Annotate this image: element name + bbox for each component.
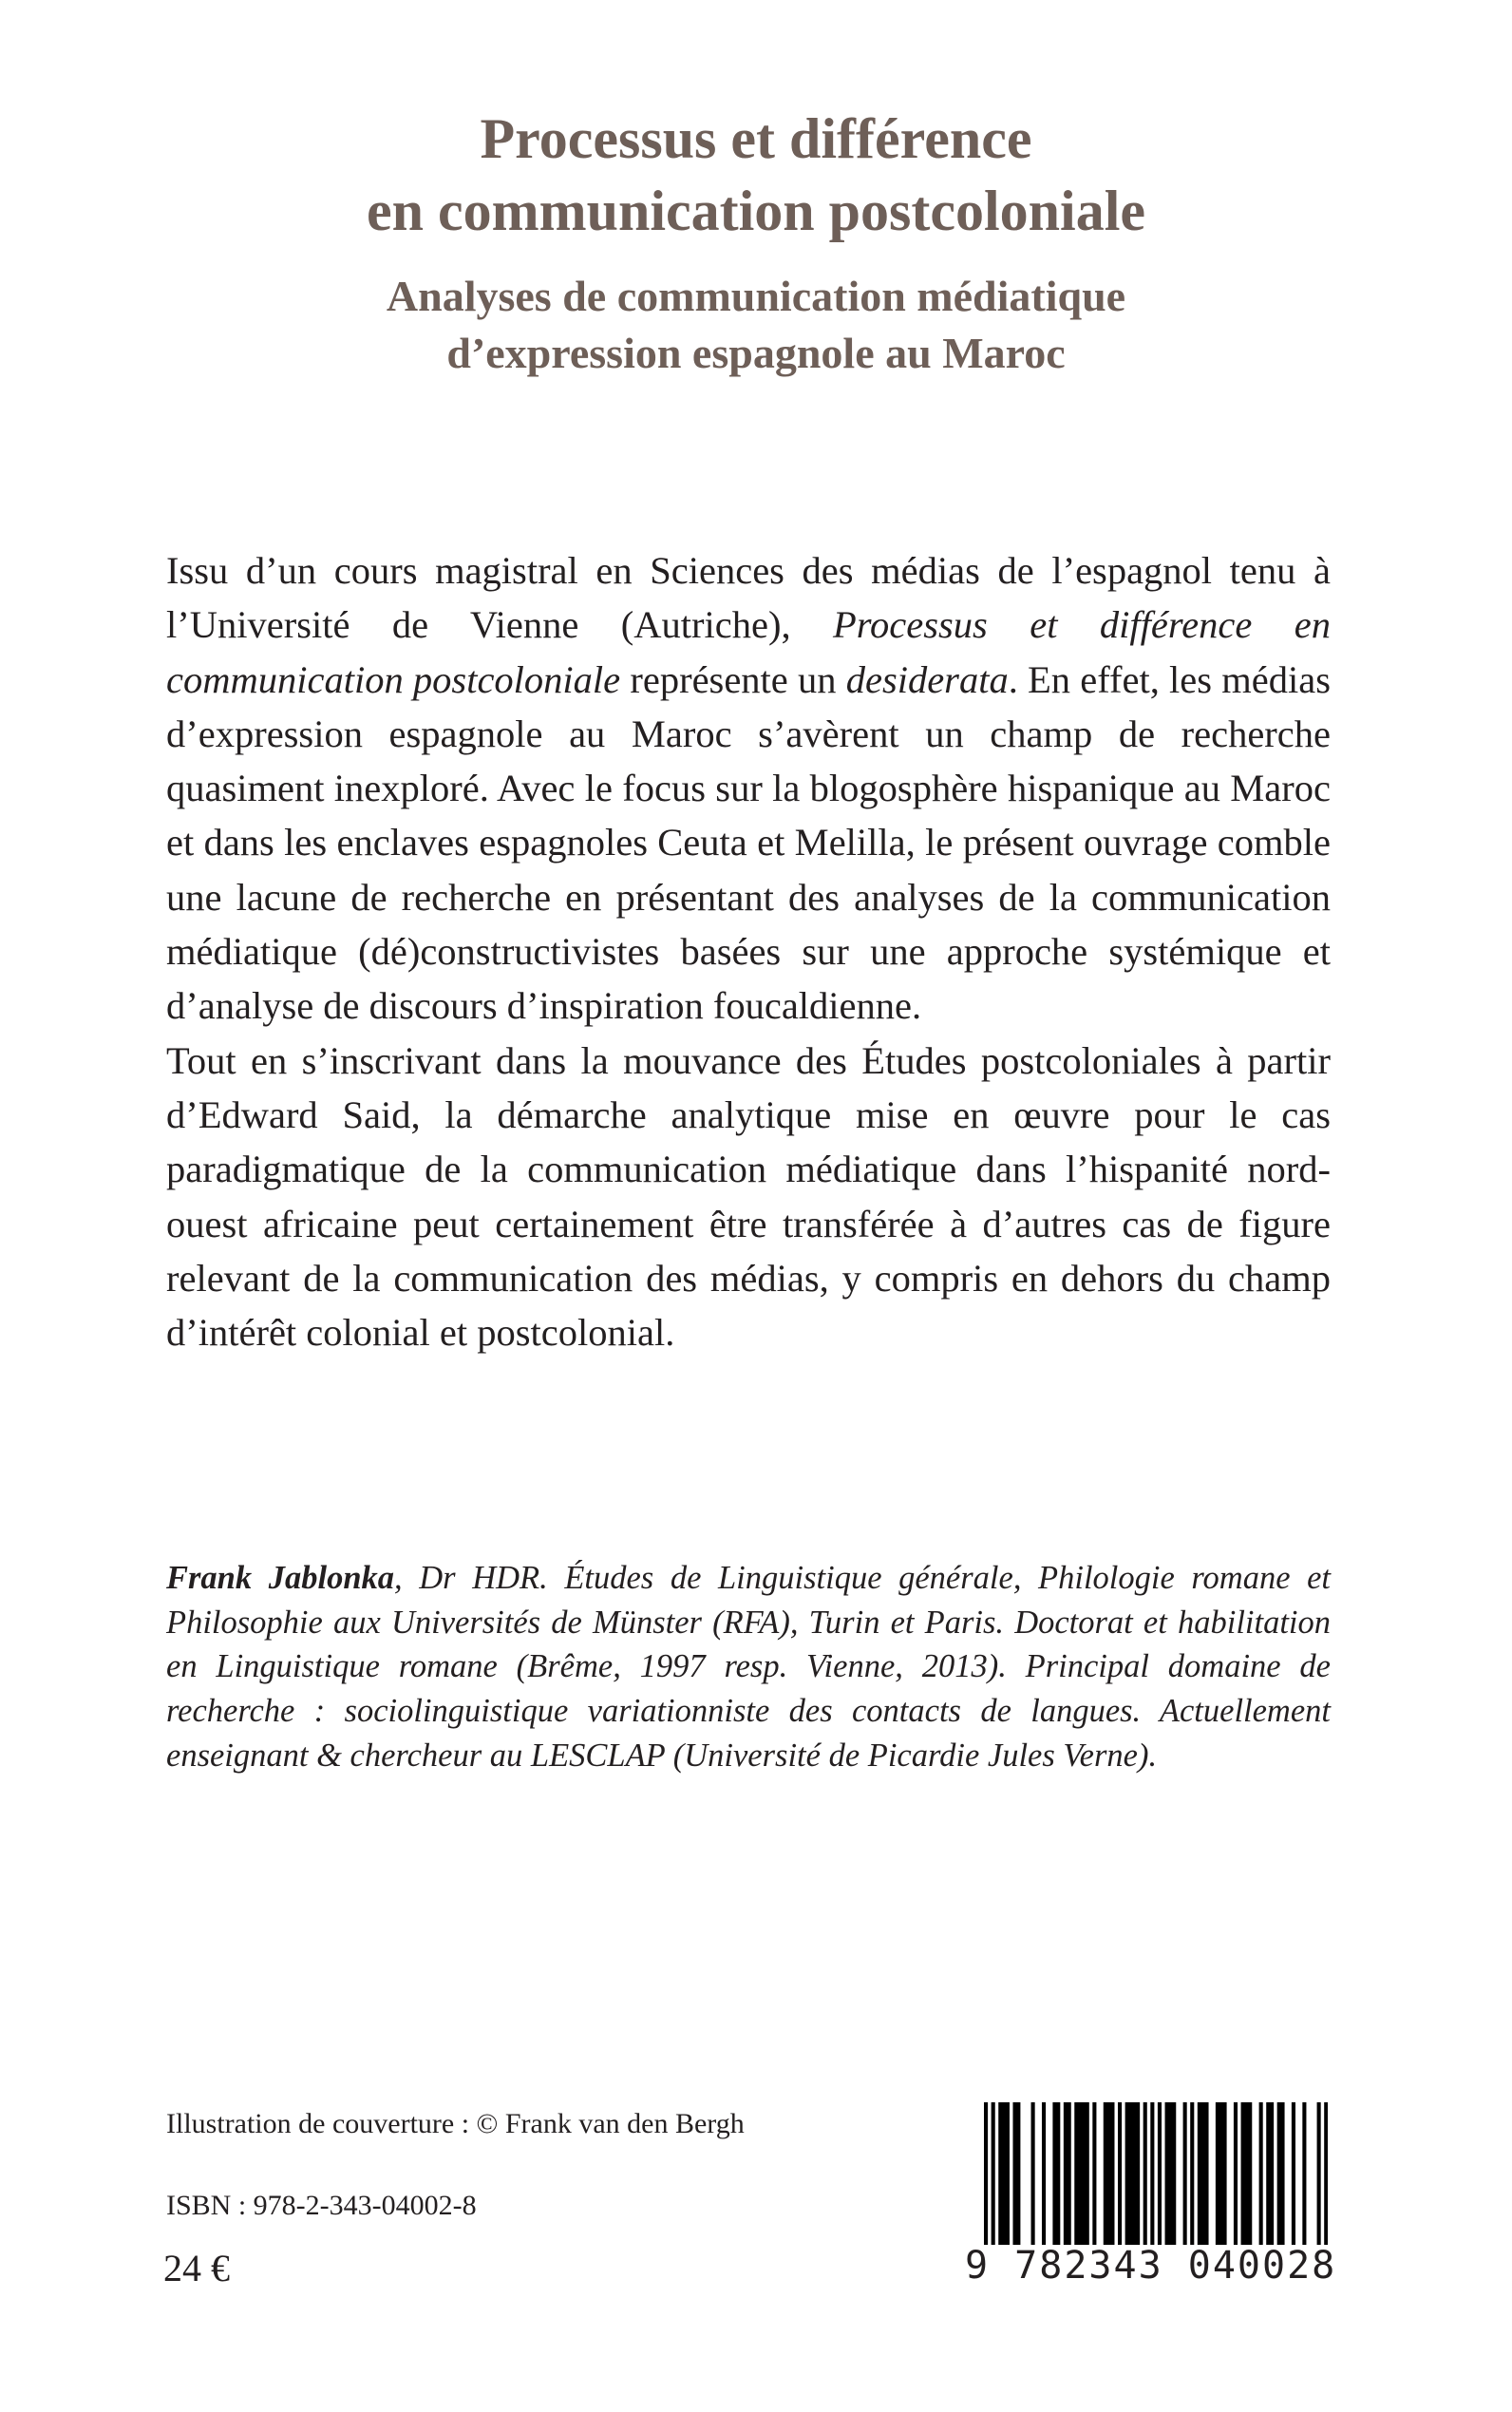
barcode-bar xyxy=(1198,2102,1209,2245)
barcode-bar xyxy=(1158,2102,1162,2245)
barcode-bar xyxy=(1302,2102,1306,2245)
barcode-bar xyxy=(1042,2102,1046,2245)
book-title xyxy=(0,103,1512,247)
barcode-bar xyxy=(984,2102,988,2245)
barcode-bar xyxy=(1266,2102,1274,2245)
barcode-bar xyxy=(1292,2102,1295,2245)
barcode-digits: 9 782343 040028 xyxy=(965,2244,1337,2288)
book-title-line-1: Processus et différence xyxy=(480,107,1032,170)
isbn: ISBN : 978-2-343-04002-8 xyxy=(166,2190,477,2221)
barcode-bar xyxy=(998,2102,1010,2245)
barcode-bar xyxy=(992,2102,995,2245)
barcode-bar xyxy=(1052,2102,1060,2245)
barcode-bar xyxy=(1074,2102,1089,2245)
barcode-bar xyxy=(1216,2102,1227,2245)
blurb-paragraph-2: Tout en s’inscrivant dans la mouvance des Études postcoloniales à partir d’Edward Said, la démarche analytique mise en œuvre pour le cas paradigmatique de la communication médiatique dans l’hispanité nord-ouest africaine peut certainement être transférée à d’autres cas de figure relevant de la communication des médias, y compris en dehors du champ d’intérêt colonial et postcolonial. xyxy=(166,1038,1331,1355)
blurb-text: . En effet, les médias d’expression espagnole au Maroc s’avèrent un champ de recherche quasiment inexploré. Avec le focus sur la blogosphère hispanique au Maroc et dans les enclaves espagnoles Ceuta et Melilla, le présent ouvrage comble une lacune de recherche en présentant des analyses de la communication médiatique (dé)constructivistes basées sur une approche systémique et d’analyse de discours d’inspiration foucaldienne. xyxy=(166,657,1331,1028)
book-title-line-2: en communication postcoloniale xyxy=(367,180,1145,242)
blurb-text: Issu d’un cours magistral en Sciences des médias de l’espagnol tenu à l’Université de Vienne (Autriche), xyxy=(166,549,1331,647)
blurb-text: représente un xyxy=(620,657,846,701)
title-block xyxy=(0,103,1512,382)
barcode-bar xyxy=(1190,2102,1194,2245)
blurb-paragraph-1 xyxy=(166,543,1331,1034)
barcode-bar xyxy=(1143,2102,1147,2245)
barcode-bar xyxy=(1317,2102,1321,2245)
blurb-book-title: Processus et différence en communication postcoloniale xyxy=(166,603,1331,701)
barcode-bar xyxy=(1324,2102,1328,2245)
book-subtitle xyxy=(0,268,1512,382)
barcode-bar xyxy=(1104,2102,1115,2245)
author-bio-text: , Dr HDR. Études de Linguistique générale, Philologie romane et Philosophie aux Universités de Münster (RFA), Turin et Paris. Doctorat et habilitation en Linguistique romane (Brême, 1997 resp. Vienne, 2013). Principal domaine de recherche : sociolinguistique variationniste des contacts de langues. Actuellement enseignant & chercheur au LESCLAP (Université de Picardie Jules Verne). xyxy=(166,1560,1332,1774)
barcode-bar xyxy=(1118,2102,1122,2245)
blurb-desiderata: desiderata xyxy=(845,657,1009,701)
barcode-bar xyxy=(1241,2102,1253,2245)
price: 24 € xyxy=(163,2247,230,2289)
barcode-bar xyxy=(1012,2102,1020,2245)
author-name: Frank Jablonka xyxy=(166,1560,395,1596)
author-bio xyxy=(166,1556,1331,1778)
barcode xyxy=(965,2102,1337,2292)
barcode-bar xyxy=(1165,2102,1177,2245)
barcode-bar xyxy=(1092,2102,1096,2245)
book-blurb xyxy=(166,543,1331,1359)
cover-illustration-credit: Illustration de couverture : © Frank van den Bergh xyxy=(166,2108,745,2139)
book-subtitle-line-2: d’expression espagnole au Maroc xyxy=(446,329,1066,377)
barcode-bar xyxy=(1234,2102,1238,2245)
barcode-bars xyxy=(984,2102,1328,2245)
book-subtitle-line-1: Analyses de communication médiatique xyxy=(386,272,1126,320)
barcode-bar xyxy=(1031,2102,1035,2245)
barcode-bar xyxy=(1183,2102,1187,2245)
barcode-bar xyxy=(1064,2102,1071,2245)
barcode-bar xyxy=(1125,2102,1141,2245)
barcode-bar xyxy=(1150,2102,1154,2245)
barcode-bar xyxy=(1259,2102,1263,2245)
barcode-bar xyxy=(1277,2102,1285,2245)
